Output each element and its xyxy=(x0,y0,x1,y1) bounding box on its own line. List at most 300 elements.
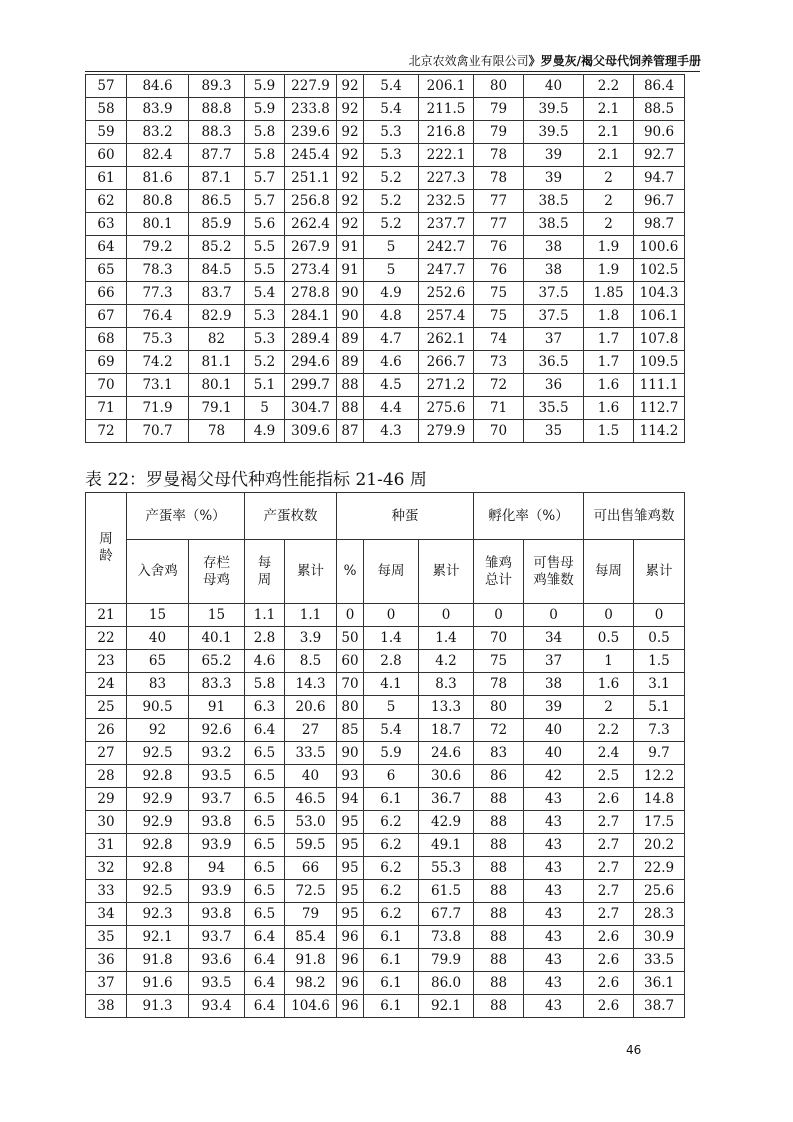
performance-table-continued xyxy=(85,74,685,443)
table-cell: 247.7 xyxy=(419,259,474,282)
table-cell: 227.9 xyxy=(285,75,337,98)
table-row xyxy=(86,650,685,673)
table-cell: 59 xyxy=(86,121,127,144)
table-cell: 0 xyxy=(419,604,474,627)
table-cell: 37 xyxy=(86,972,127,995)
table-cell: 4.2 xyxy=(419,650,474,673)
table-cell: 111.1 xyxy=(634,374,685,397)
table-cell: 31 xyxy=(86,834,127,857)
table-cell: 61 xyxy=(86,167,127,190)
table-cell: 86.5 xyxy=(189,190,245,213)
table-cell: 70 xyxy=(86,374,127,397)
table-cell: 271.2 xyxy=(419,374,474,397)
table-cell: 28.3 xyxy=(634,903,685,926)
table-cell: 96 xyxy=(337,949,364,972)
table-cell: 32 xyxy=(86,857,127,880)
table-cell: 2.2 xyxy=(584,719,634,742)
table-cell: 92 xyxy=(337,75,364,98)
table-cell: 82.9 xyxy=(189,305,245,328)
table-cell: 83.2 xyxy=(127,121,189,144)
running-header xyxy=(409,52,701,69)
table-cell: 8.3 xyxy=(419,673,474,696)
header-total-chicks: 雏鸡总计 xyxy=(474,540,524,604)
table2-header xyxy=(86,493,685,604)
table-cell: 88 xyxy=(474,788,524,811)
table-cell: 2.8 xyxy=(245,627,285,650)
table-cell: 93.4 xyxy=(189,995,245,1018)
table-cell: 92.8 xyxy=(127,857,189,880)
performance-table-21-46 xyxy=(85,492,685,1018)
table-cell: 59.5 xyxy=(285,834,337,857)
table-cell: 4.7 xyxy=(364,328,419,351)
table-cell: 64 xyxy=(86,236,127,259)
table-cell: 20.6 xyxy=(285,696,337,719)
header-hatch-rate: 孵化率（%） xyxy=(474,493,584,540)
table-row xyxy=(86,374,685,397)
table-cell: 278.8 xyxy=(285,282,337,305)
table-cell: 91.3 xyxy=(127,995,189,1018)
table-cell: 1.5 xyxy=(584,420,634,443)
table-cell: 69 xyxy=(86,351,127,374)
table-cell: 42.9 xyxy=(419,811,474,834)
table-cell: 5.4 xyxy=(364,719,419,742)
table-cell: 92.9 xyxy=(127,788,189,811)
table-cell: 5.1 xyxy=(245,374,285,397)
table-cell: 242.7 xyxy=(419,236,474,259)
table-cell: 38.5 xyxy=(524,190,584,213)
table-cell: 43 xyxy=(524,880,584,903)
table-cell: 5.3 xyxy=(245,305,285,328)
table-cell: 80.1 xyxy=(127,213,189,236)
table-cell: 2.7 xyxy=(584,834,634,857)
table-cell: 85.2 xyxy=(189,236,245,259)
table-cell: 77 xyxy=(474,213,524,236)
table-cell: 93.2 xyxy=(189,742,245,765)
table-cell: 93.8 xyxy=(189,811,245,834)
table-cell: 37 xyxy=(524,650,584,673)
table-cell: 245.4 xyxy=(285,144,337,167)
table-cell: 34 xyxy=(524,627,584,650)
table-cell: 2 xyxy=(584,190,634,213)
table-cell: 88.3 xyxy=(189,121,245,144)
header-hatching-egg: 种蛋 xyxy=(337,493,474,540)
table-cell: 65 xyxy=(86,259,127,282)
table-cell: 5.7 xyxy=(245,190,285,213)
table-cell: 38 xyxy=(86,995,127,1018)
table-row xyxy=(86,696,685,719)
header-hen-housed: 入舍鸡 xyxy=(127,540,189,604)
table-cell: 36 xyxy=(86,949,127,972)
header-company: 北京农效禽业有限公司 xyxy=(408,54,529,68)
table-cell: 80 xyxy=(474,696,524,719)
table-cell: 1.7 xyxy=(584,351,634,374)
table-cell: 96 xyxy=(337,972,364,995)
table-cell: 35 xyxy=(86,926,127,949)
table-cell: 80.1 xyxy=(189,374,245,397)
table-cell: 84.6 xyxy=(127,75,189,98)
table-cell: 3.1 xyxy=(634,673,685,696)
table-cell: 266.7 xyxy=(419,351,474,374)
table-cell: 70 xyxy=(474,420,524,443)
table-cell: 42 xyxy=(524,765,584,788)
table-cell: 4.4 xyxy=(364,397,419,420)
table-cell: 6 xyxy=(364,765,419,788)
table-row xyxy=(86,857,685,880)
table-cell: 78 xyxy=(189,420,245,443)
table-cell: 83.3 xyxy=(189,673,245,696)
table-cell: 35 xyxy=(524,420,584,443)
table-cell: 76 xyxy=(474,259,524,282)
table-cell: 43 xyxy=(524,949,584,972)
table-cell: 43 xyxy=(524,972,584,995)
table-cell: 58 xyxy=(86,98,127,121)
table-cell: 0 xyxy=(337,604,364,627)
table-cell: 87.1 xyxy=(189,167,245,190)
table-cell: 95 xyxy=(337,903,364,926)
table-cell: 65 xyxy=(127,650,189,673)
table-cell: 6.5 xyxy=(245,857,285,880)
table-cell: 14.8 xyxy=(634,788,685,811)
header-laying-rate: 产蛋率（%） xyxy=(127,493,245,540)
table-cell: 0.5 xyxy=(634,627,685,650)
table-cell: 5 xyxy=(245,397,285,420)
table-cell: 93.8 xyxy=(189,903,245,926)
table-cell: 82.4 xyxy=(127,144,189,167)
table-cell: 6.5 xyxy=(245,742,285,765)
table-cell: 2.1 xyxy=(584,121,634,144)
table-cell: 5.1 xyxy=(634,696,685,719)
table-cell: 262.4 xyxy=(285,213,337,236)
page-number: 46 xyxy=(626,1043,642,1057)
table-cell: 38 xyxy=(524,236,584,259)
table-row xyxy=(86,75,685,98)
table-cell: 88 xyxy=(474,972,524,995)
table-cell: 39.5 xyxy=(524,98,584,121)
table-cell: 107.8 xyxy=(634,328,685,351)
table-cell: 72 xyxy=(474,374,524,397)
table-cell: 22.9 xyxy=(634,857,685,880)
table-cell: 23 xyxy=(86,650,127,673)
table-cell: 92.8 xyxy=(127,765,189,788)
table-cell: 294.6 xyxy=(285,351,337,374)
table-cell: 96 xyxy=(337,995,364,1018)
table-cell: 38.7 xyxy=(634,995,685,1018)
table-cell: 93.9 xyxy=(189,880,245,903)
table-cell: 70.7 xyxy=(127,420,189,443)
table-cell: 37 xyxy=(524,328,584,351)
table-cell: 62 xyxy=(86,190,127,213)
table-cell: 18.7 xyxy=(419,719,474,742)
table-cell: 0 xyxy=(634,604,685,627)
table-cell: 5.6 xyxy=(245,213,285,236)
table-cell: 72.5 xyxy=(285,880,337,903)
table-cell: 6.5 xyxy=(245,788,285,811)
table-cell: 61.5 xyxy=(419,880,474,903)
table-cell: 43 xyxy=(524,811,584,834)
table-cell: 5.4 xyxy=(364,98,419,121)
table-cell: 74.2 xyxy=(127,351,189,374)
table-cell: 2.7 xyxy=(584,903,634,926)
table-cell: 5.5 xyxy=(245,236,285,259)
table-cell: 91 xyxy=(337,236,364,259)
table-cell: 106.1 xyxy=(634,305,685,328)
table-row xyxy=(86,765,685,788)
table-cell: 232.5 xyxy=(419,190,474,213)
table-cell: 100.6 xyxy=(634,236,685,259)
table-cell: 5.3 xyxy=(364,121,419,144)
table-cell: 273.4 xyxy=(285,259,337,282)
table-cell: 91.6 xyxy=(127,972,189,995)
table-cell: 5.2 xyxy=(364,190,419,213)
table-cell: 284.1 xyxy=(285,305,337,328)
table-cell: 5 xyxy=(364,236,419,259)
table-cell: 1.6 xyxy=(584,397,634,420)
table-cell: 50 xyxy=(337,627,364,650)
table-cell: 43 xyxy=(524,926,584,949)
table-cell: 40 xyxy=(524,742,584,765)
table-cell: 78 xyxy=(474,673,524,696)
table-cell: 78 xyxy=(474,144,524,167)
table-cell: 27 xyxy=(285,719,337,742)
table-cell: 257.4 xyxy=(419,305,474,328)
table-row xyxy=(86,788,685,811)
table-cell: 93.7 xyxy=(189,926,245,949)
table-cell: 5 xyxy=(364,696,419,719)
table-cell: 1 xyxy=(584,650,634,673)
table-row xyxy=(86,144,685,167)
table-cell: 93.5 xyxy=(189,972,245,995)
table-cell: 104.6 xyxy=(285,995,337,1018)
table-cell: 6.2 xyxy=(364,880,419,903)
table-caption: 表 22：罗曼褐父母代种鸡性能指标 21-46 周 xyxy=(85,470,427,490)
table-cell: 12.2 xyxy=(634,765,685,788)
table-cell: 92.5 xyxy=(127,880,189,903)
table-cell: 40 xyxy=(524,75,584,98)
table-cell: 33.5 xyxy=(285,742,337,765)
table-cell: 1.9 xyxy=(584,236,634,259)
header-week-age: 周龄 xyxy=(86,493,127,604)
table-cell: 90 xyxy=(337,742,364,765)
table-cell: 6.1 xyxy=(364,926,419,949)
table-cell: 72 xyxy=(86,420,127,443)
table-cell: 38 xyxy=(524,673,584,696)
table-row xyxy=(86,719,685,742)
table-cell: 30.9 xyxy=(634,926,685,949)
table-cell: 2.7 xyxy=(584,880,634,903)
table-cell: 96 xyxy=(337,926,364,949)
table-cell: 5.9 xyxy=(245,98,285,121)
table-cell: 85 xyxy=(337,719,364,742)
table-cell: 104.3 xyxy=(634,282,685,305)
header-chicks-per-week: 每周 xyxy=(584,540,634,604)
table-cell: 88 xyxy=(474,857,524,880)
table-cell: 4.9 xyxy=(364,282,419,305)
table-cell: 36.7 xyxy=(419,788,474,811)
table-cell: 87.7 xyxy=(189,144,245,167)
table-cell: 79 xyxy=(285,903,337,926)
table-cell: 239.6 xyxy=(285,121,337,144)
table-row xyxy=(86,995,685,1018)
table-cell: 13.3 xyxy=(419,696,474,719)
table-cell: 57 xyxy=(86,75,127,98)
table-cell: 109.5 xyxy=(634,351,685,374)
table-cell: 25.6 xyxy=(634,880,685,903)
header-saleable-chicks: 可出售雏鸡数 xyxy=(584,493,685,540)
table-cell: 14.3 xyxy=(285,673,337,696)
table-cell: 79 xyxy=(474,98,524,121)
table-cell: 227.3 xyxy=(419,167,474,190)
table-cell: 96.7 xyxy=(634,190,685,213)
table-cell: 92.5 xyxy=(127,742,189,765)
table-cell: 36.5 xyxy=(524,351,584,374)
table-cell: 36.1 xyxy=(634,972,685,995)
table-cell: 4.3 xyxy=(364,420,419,443)
table-cell: 37.5 xyxy=(524,282,584,305)
table-cell: 1.4 xyxy=(364,627,419,650)
table-cell: 267.9 xyxy=(285,236,337,259)
table-cell: 87 xyxy=(337,420,364,443)
table-cell: 0 xyxy=(524,604,584,627)
table-row xyxy=(86,397,685,420)
header-hatching-per-week: 每周 xyxy=(364,540,419,604)
table-cell: 2.7 xyxy=(584,811,634,834)
table-cell: 94.7 xyxy=(634,167,685,190)
table-cell: 5.8 xyxy=(245,673,285,696)
table-cell: 1.5 xyxy=(634,650,685,673)
table-cell: 114.2 xyxy=(634,420,685,443)
table-cell: 29 xyxy=(86,788,127,811)
header-cumulative: 累计 xyxy=(285,540,337,604)
table-cell: 4.6 xyxy=(245,650,285,673)
table-cell: 95 xyxy=(337,834,364,857)
header-rule xyxy=(85,71,700,72)
table-cell: 92 xyxy=(127,719,189,742)
table-cell: 275.6 xyxy=(419,397,474,420)
table-cell: 309.6 xyxy=(285,420,337,443)
table-cell: 5.3 xyxy=(245,328,285,351)
table-cell: 211.5 xyxy=(419,98,474,121)
table-cell: 76 xyxy=(474,236,524,259)
table-cell: 94 xyxy=(337,788,364,811)
table-cell: 88 xyxy=(474,926,524,949)
table-cell: 6.5 xyxy=(245,765,285,788)
table-cell: 37.5 xyxy=(524,305,584,328)
table-cell: 4.5 xyxy=(364,374,419,397)
table-cell: 38.5 xyxy=(524,213,584,236)
table-cell: 83.9 xyxy=(127,98,189,121)
header-hatching-cumulative: 累计 xyxy=(419,540,474,604)
table-cell: 2.6 xyxy=(584,926,634,949)
table-cell: 2.6 xyxy=(584,788,634,811)
table-cell: 88.8 xyxy=(189,98,245,121)
table-cell: 6.5 xyxy=(245,903,285,926)
table-cell: 68 xyxy=(86,328,127,351)
table-cell: 92.6 xyxy=(189,719,245,742)
table-cell: 83 xyxy=(474,742,524,765)
table-cell: 21 xyxy=(86,604,127,627)
table-cell: 88 xyxy=(474,811,524,834)
header-saleable-female: 可售母鸡雏数 xyxy=(524,540,584,604)
table-cell: 15 xyxy=(127,604,189,627)
table-row xyxy=(86,811,685,834)
table-cell: 88 xyxy=(474,949,524,972)
table-cell: 90.5 xyxy=(127,696,189,719)
table-cell: 304.7 xyxy=(285,397,337,420)
table-cell: 7.3 xyxy=(634,719,685,742)
table-cell: 92 xyxy=(337,144,364,167)
table-cell: 28 xyxy=(86,765,127,788)
table-cell: 92.1 xyxy=(419,995,474,1018)
table-cell: 6.4 xyxy=(245,949,285,972)
table-cell: 34 xyxy=(86,903,127,926)
table-cell: 40 xyxy=(524,719,584,742)
table-cell: 77.3 xyxy=(127,282,189,305)
table-cell: 86.0 xyxy=(419,972,474,995)
table-cell: 39 xyxy=(524,144,584,167)
table-cell: 70 xyxy=(337,673,364,696)
table-cell: 89.3 xyxy=(189,75,245,98)
table-row xyxy=(86,673,685,696)
table-cell: 92 xyxy=(337,167,364,190)
header-separator: 》 xyxy=(528,54,541,68)
table-cell: 86 xyxy=(474,765,524,788)
table-cell: 2.2 xyxy=(584,75,634,98)
table-cell: 6.1 xyxy=(364,788,419,811)
table-cell: 6.5 xyxy=(245,880,285,903)
table-cell: 26 xyxy=(86,719,127,742)
table-cell: 91 xyxy=(189,696,245,719)
table-cell: 36 xyxy=(524,374,584,397)
table-cell: 216.8 xyxy=(419,121,474,144)
table-row xyxy=(86,98,685,121)
table-cell: 40 xyxy=(285,765,337,788)
table-cell: 80 xyxy=(474,75,524,98)
table-cell: 5.5 xyxy=(245,259,285,282)
table-row xyxy=(86,834,685,857)
table-cell: 83 xyxy=(127,673,189,696)
table-cell: 0 xyxy=(474,604,524,627)
table-cell: 49.1 xyxy=(419,834,474,857)
table-cell: 289.4 xyxy=(285,328,337,351)
table-cell: 92.9 xyxy=(127,811,189,834)
table-cell: 93.9 xyxy=(189,834,245,857)
table-cell: 84.5 xyxy=(189,259,245,282)
table-cell: 2.1 xyxy=(584,98,634,121)
table-cell: 80.8 xyxy=(127,190,189,213)
table-cell: 33.5 xyxy=(634,949,685,972)
table-cell: 40.1 xyxy=(189,627,245,650)
table-cell: 81.6 xyxy=(127,167,189,190)
table-cell: 222.1 xyxy=(419,144,474,167)
table-cell: 4.8 xyxy=(364,305,419,328)
table-cell: 6.3 xyxy=(245,696,285,719)
table-cell: 5.2 xyxy=(364,167,419,190)
table-cell: 92 xyxy=(337,213,364,236)
table-cell: 46.5 xyxy=(285,788,337,811)
table-cell: 98.7 xyxy=(634,213,685,236)
table-cell: 89 xyxy=(337,351,364,374)
table-cell: 60 xyxy=(337,650,364,673)
table-cell: 1.1 xyxy=(285,604,337,627)
table-cell: 2.6 xyxy=(584,995,634,1018)
table-cell: 75 xyxy=(474,650,524,673)
table-cell: 93 xyxy=(337,765,364,788)
table-cell: 67 xyxy=(86,305,127,328)
table-row xyxy=(86,604,685,627)
table-cell: 2.6 xyxy=(584,972,634,995)
table-cell: 83.7 xyxy=(189,282,245,305)
table-row xyxy=(86,328,685,351)
